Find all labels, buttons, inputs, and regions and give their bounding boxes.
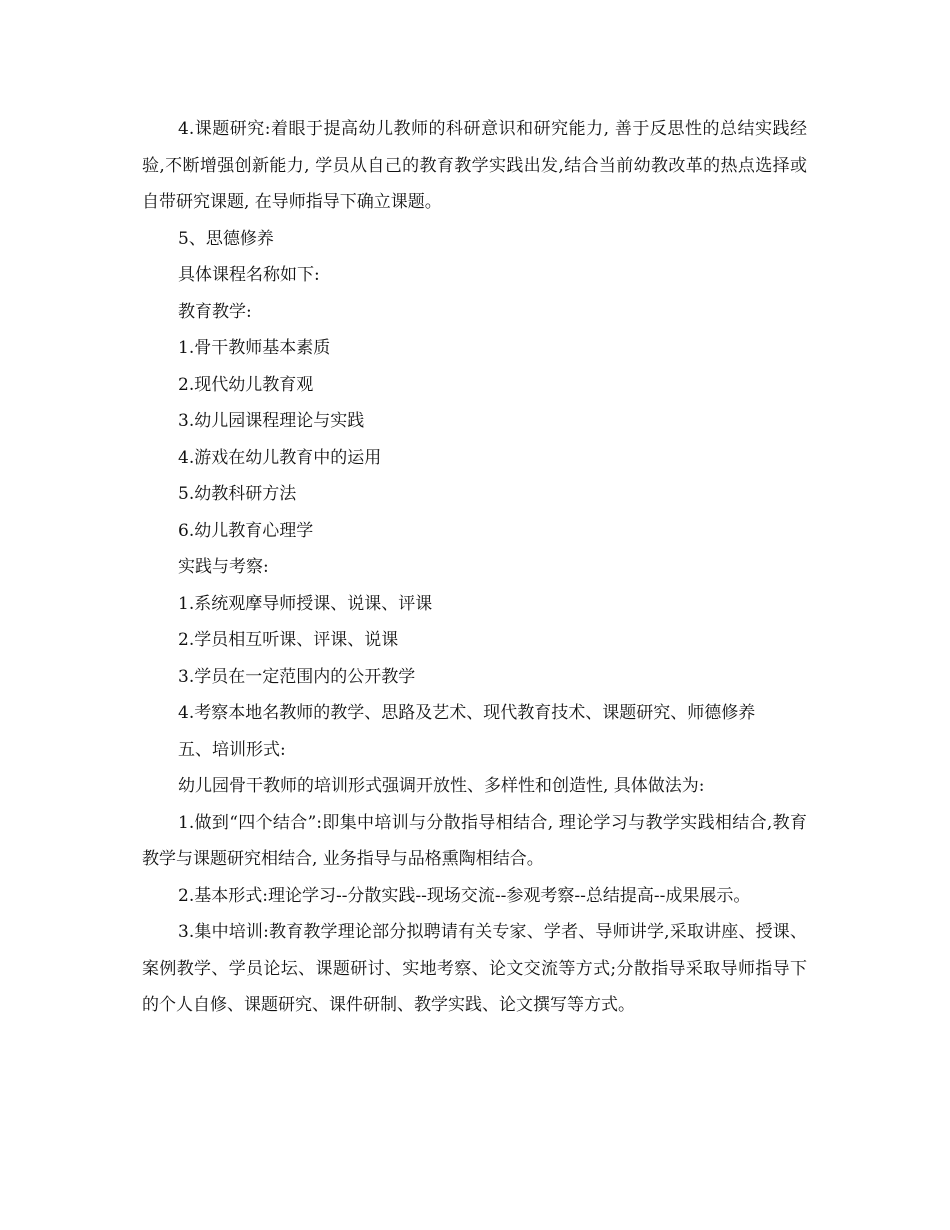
paragraph-basic-form: 2.基本形式:理论学习--分散实践--现场交流--参观考察--总结提高--成果展示。	[178, 885, 751, 906]
list-item: 6.幼儿教育心理学	[178, 520, 314, 541]
paragraph-teaching-heading: 教育教学:	[178, 301, 252, 322]
list-item: 1.系统观摩导师授课、说课、评课	[178, 593, 433, 614]
paragraph-course-intro: 具体课程名称如下:	[178, 265, 320, 285]
paragraph-topic-research: 4.课题研究:着眼于提高幼儿教师的科研意识和研究能力, 善于反思性的总结实践经验,不断增强创新能力, 学员从自己的教育教学实践出发,结合当前幼教改革的热点选择或自带研究课题, 在导师指导下确立课题。	[142, 119, 807, 212]
document-body	[142, 111, 807, 1024]
paragraph-ethics: 5、思德修养	[178, 228, 274, 249]
list-item: 3.幼儿园课程理论与实践	[178, 411, 365, 431]
list-item: 3.学员在一定范围内的公开教学	[178, 666, 416, 687]
paragraph-training-form-intro: 幼儿园骨干教师的培训形式强调开放性、多样性和创造性, 具体做法为:	[178, 776, 705, 796]
section-heading-training-form: 五、培训形式:	[178, 739, 286, 760]
paragraph-centralized-training: 3.集中培训:教育教学理论部分拟聘请有关专家、学者、导师讲学,采取讲座、授课、案例教学、学员论坛、课题研讨、实地考察、论文交流等方式;分散指导采取导师指导下的个人自修、课题研究、课件研制、教学实践、论文撰写等方式。	[142, 922, 807, 1015]
list-item: 1.骨干教师基本素质	[178, 338, 331, 358]
paragraph-practice-heading: 实践与考察:	[178, 557, 269, 577]
list-item: 4.考察本地名教师的教学、思路及艺术、现代教育技术、课题研究、师德修养	[178, 703, 756, 723]
list-item: 2.现代幼儿教育观	[178, 374, 314, 395]
list-item: 2.学员相互听课、评课、说课	[178, 630, 399, 650]
list-item: 4.游戏在幼儿教育中的运用	[178, 447, 382, 468]
paragraph-four-combinations: 1.做到“四个结合”:即集中培训与分散指导相结合, 理论学习与教学实践相结合,教育教学与课题研究相结合, 业务指导与品格熏陶相结合。	[142, 812, 807, 869]
list-item: 5.幼教科研方法	[178, 484, 297, 504]
